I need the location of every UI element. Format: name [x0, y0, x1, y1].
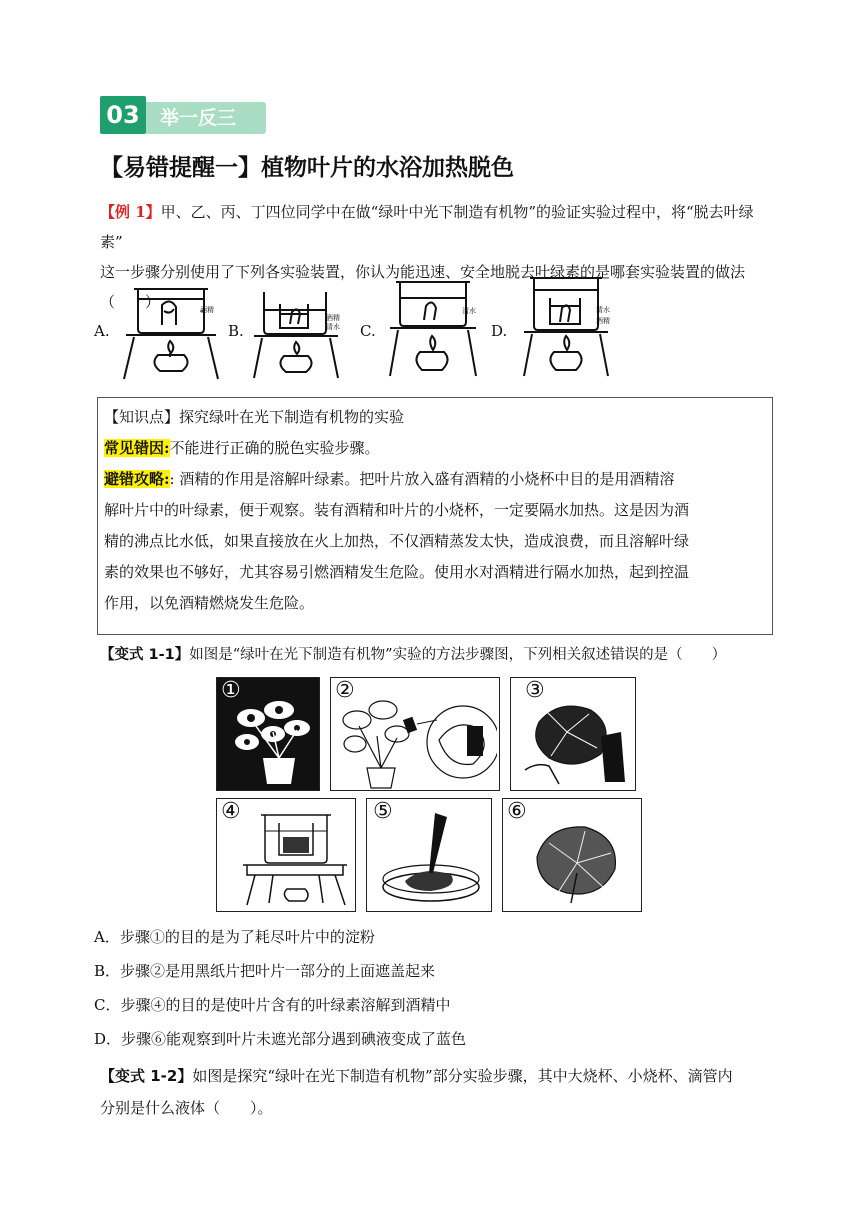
step-3-figure — [510, 677, 636, 791]
step-3-number: ③ — [525, 678, 545, 703]
step-1-number: ① — [221, 678, 241, 703]
variant1-option-d: D．步骤⑥能观察到叶片未遮光部分遇到碘液变成了蓝色 — [94, 1030, 467, 1048]
option-a-label: A. — [94, 322, 110, 340]
step-2-figure — [330, 677, 500, 791]
variant1-option-c: C．步骤④的目的是使叶片含有的叶绿素溶解到酒精中 — [94, 996, 451, 1014]
option-d-label: D. — [491, 322, 508, 340]
apparatus-c-figure — [384, 280, 484, 380]
step-5-number: ⑤ — [373, 799, 393, 824]
apparatus-d-liquid-1: 清水 — [596, 306, 610, 314]
strategy-text-2: 解叶片中的叶绿素，便于观察。装有酒精和叶片的小烧杯，一定要隔水加热。这是因为酒 — [104, 501, 690, 519]
variant1-option-a: A．步骤①的目的是为了耗尽叶片中的淀粉 — [94, 928, 375, 946]
apparatus-b-liquid-2: 清水 — [326, 323, 340, 331]
variant2-line1: 如图是探究“绿叶在光下制造有机物”部分实验步骤，其中大烧杯、小烧杯、滴管内 — [192, 1067, 733, 1085]
apparatus-c-liquid: 清水 — [462, 307, 476, 315]
option-b-label: B. — [228, 322, 244, 340]
step-6-number: ⑥ — [507, 799, 527, 824]
option-c-label: C. — [360, 322, 376, 340]
strategy-text-3: 精的沸点比水低，如果直接放在火上加热，不仅酒精蒸发太快，造成浪费，而且溶解叶绿 — [104, 532, 690, 550]
apparatus-d-liquid-2: 酒精 — [596, 317, 610, 325]
apparatus-b-figure — [250, 290, 350, 380]
common-error-text: 不能进行正确的脱色实验步骤。 — [169, 439, 380, 457]
knowledge-box — [97, 397, 773, 635]
section-banner — [100, 96, 266, 136]
variant2-question — [100, 1060, 780, 1124]
strategy-row — [104, 464, 766, 495]
step-5-figure — [366, 798, 492, 912]
knowledge-point: 【知识点】探究绿叶在光下制造有机物的实验 — [104, 408, 405, 426]
step-1-figure — [216, 677, 320, 791]
step-6-figure — [502, 798, 642, 912]
strategy-text-4: 素的效果也不够好，尤其容易引燃酒精发生危险。使用水对酒精进行隔水加热，起到控温 — [104, 563, 690, 581]
strategy-text-1: : 酒精的作用是溶解叶绿素。把叶片放入盛有酒精的小烧杯中目的是用酒精溶 — [169, 470, 675, 488]
variant1-text: 如图是“绿叶在光下制造有机物”实验的方法步骤图，下列相关叙述错误的是（ ） — [189, 647, 727, 663]
variant1-tag: 【变式 1-1】 — [100, 647, 190, 663]
apparatus-d-figure — [516, 276, 616, 380]
variant2-tag: 【变式 1-2】 — [100, 1067, 193, 1085]
common-error-label: 常见错因: — [104, 439, 170, 457]
apparatus-a-figure — [120, 285, 225, 381]
example1-tag: 【例 1】 — [100, 203, 161, 221]
example1-line2: 这一步骤分别使用了下列各实验装置，你认为能迅速、安全地脱去叶绿素的是哪套实验装置的做法（ ） — [100, 263, 746, 311]
page-heading: 【易错提醒一】植物叶片的水浴加热脱色 — [100, 155, 514, 181]
variant1-option-b: B．步骤②是用黑纸片把叶片一部分的上面遮盖起来 — [94, 962, 436, 980]
strategy-text-5: 作用，以免酒精燃烧发生危险。 — [104, 594, 315, 612]
apparatus-b-liquid-1: 酒精 — [326, 314, 340, 322]
example1-line1: 甲、乙、丙、丁四位同学中在做“绿叶中光下制造有机物”的验证实验过程中，将“脱去叶绿素” — [100, 203, 754, 251]
step-2-number: ② — [335, 678, 355, 703]
common-error-row — [104, 433, 766, 464]
variant2-line2: 分别是什么液体（ ）。 — [100, 1099, 273, 1117]
strategy-label: 避错攻略: — [104, 470, 170, 488]
apparatus-a-liquid: 酒精 — [200, 306, 214, 314]
variant1-question — [100, 641, 768, 669]
step-4-number: ④ — [221, 799, 241, 824]
section-title: 举一反三 — [146, 102, 266, 134]
section-number: 03 — [100, 96, 146, 134]
step-4-figure — [216, 798, 356, 912]
